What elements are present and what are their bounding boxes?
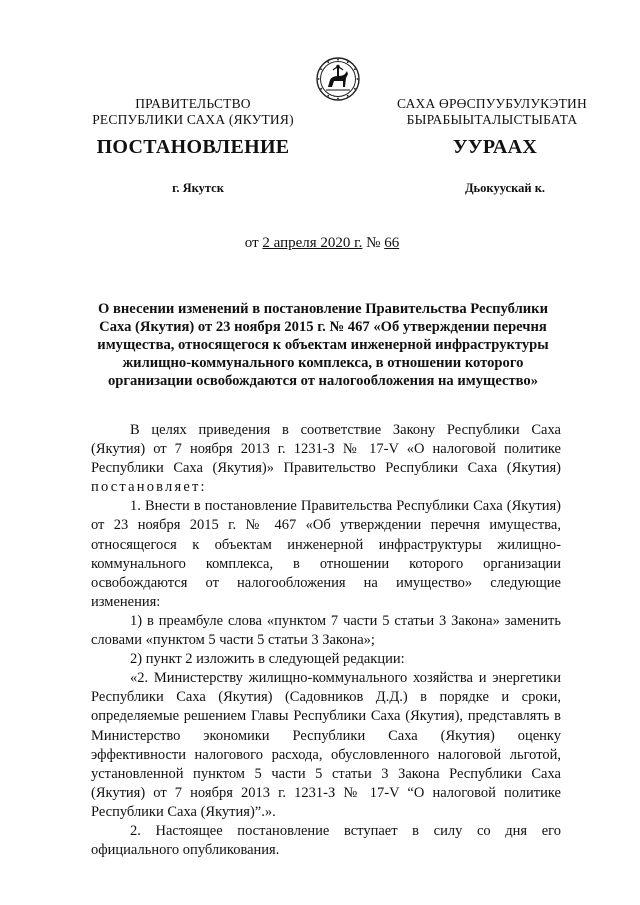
preamble-text: В целях приведения в соответствие Закону Республики Саха (Якутия) от 7 ноября 2013 г. 1231-З № 17-V «О налоговой политике Республики Саха (Якутия)» Правительство Республики Саха (Якутия) bbox=[91, 422, 561, 477]
number-prefix: № bbox=[362, 235, 385, 251]
date-number-line bbox=[180, 235, 464, 252]
header-right-line2: БЫРАБЫЫТАЛЫСТЫБАТА bbox=[406, 112, 578, 127]
title-line-2: Саха (Якутия) от 23 ноября 2015 г. № 467 «Об утверждении перечня bbox=[99, 319, 547, 335]
header-left-line1: ПРАВИТЕЛЬСТВО bbox=[135, 96, 251, 111]
doc-type-ru: ПОСТАНОВЛЕНИЕ bbox=[96, 136, 290, 158]
decree-number: 66 bbox=[384, 235, 400, 251]
title-line-3: имущества, относящегося к объектам инженерной инфраструктуры bbox=[97, 337, 549, 353]
title-line-1: О внесении изменений в постановление Правительства Республики bbox=[98, 301, 548, 317]
paragraph-subitem-1: 1) в преамбуле слова «пунктом 7 части 5 статьи 3 Закона» заменить словами «пунктом 5 части 5 статьи 3 Закона»; bbox=[91, 612, 561, 649]
paragraph-preamble bbox=[91, 421, 561, 497]
city-sakha: Дьокуускай к. bbox=[464, 181, 546, 195]
paragraph-item-2: 2. Настоящее постановление вступает в силу со дня его официального опубликования. bbox=[91, 822, 561, 859]
document-body bbox=[91, 421, 561, 860]
city-ru: г. Якутск bbox=[172, 181, 224, 195]
date-prefix: от bbox=[244, 235, 263, 251]
republic-sakha-emblem-icon bbox=[316, 56, 360, 102]
decree-date: 2 апреля 2020 г. bbox=[262, 235, 363, 251]
paragraph-item-1: 1. Внести в постановление Правительства Республики Саха (Якутия) от 23 ноября 2015 г. № 467 «Об утверждении перечня имущества, относящегося к объектам инженерной инфраструктуры жилищно-коммунального комплекса, в отношении которого организации освобождаются от налогообложения на имущество» следующие изменения: bbox=[91, 498, 561, 610]
document-title bbox=[96, 300, 550, 390]
title-line-4: жилищно-коммунального комплекса, в отношении которого bbox=[122, 355, 524, 371]
paragraph-subitem-2: 2) пункт 2 изложить в следующей редакции: bbox=[130, 651, 405, 668]
title-line-5: организации освобождаются от налогообложения на имущество» bbox=[107, 373, 539, 389]
doc-type-sakha: УУРААХ bbox=[452, 136, 538, 158]
header-government-ru bbox=[88, 96, 298, 128]
header-left-line2: РЕСПУБЛИКИ САХА (ЯКУТИЯ) bbox=[92, 112, 294, 127]
resolves-word: постановляет: bbox=[91, 479, 207, 496]
header-right-line1: САХА ӨРӨСПУУБУЛУКЭТИН bbox=[397, 96, 587, 111]
header-government-sakha bbox=[378, 96, 606, 128]
paragraph-new-item-2: «2. Министерству жилищно-коммунального хозяйства и энергетики Республики Саха (Якутия) (Садовников Д.Д.) в порядке и сроки, определяемые решением Главы Республики Саха (Якутия), представлять в Министерство экономики Республики Саха (Якутия) оценку эффективности налогового расхода, обусловленного налоговой льготой, установленной пунктом 5 части 5 статьи 3 Закона Республики Саха (Якутия) от 7 ноября 2013 г. 1231-З № 17-V “О налоговой политике Республики Саха (Якутия)”.». bbox=[91, 670, 561, 820]
